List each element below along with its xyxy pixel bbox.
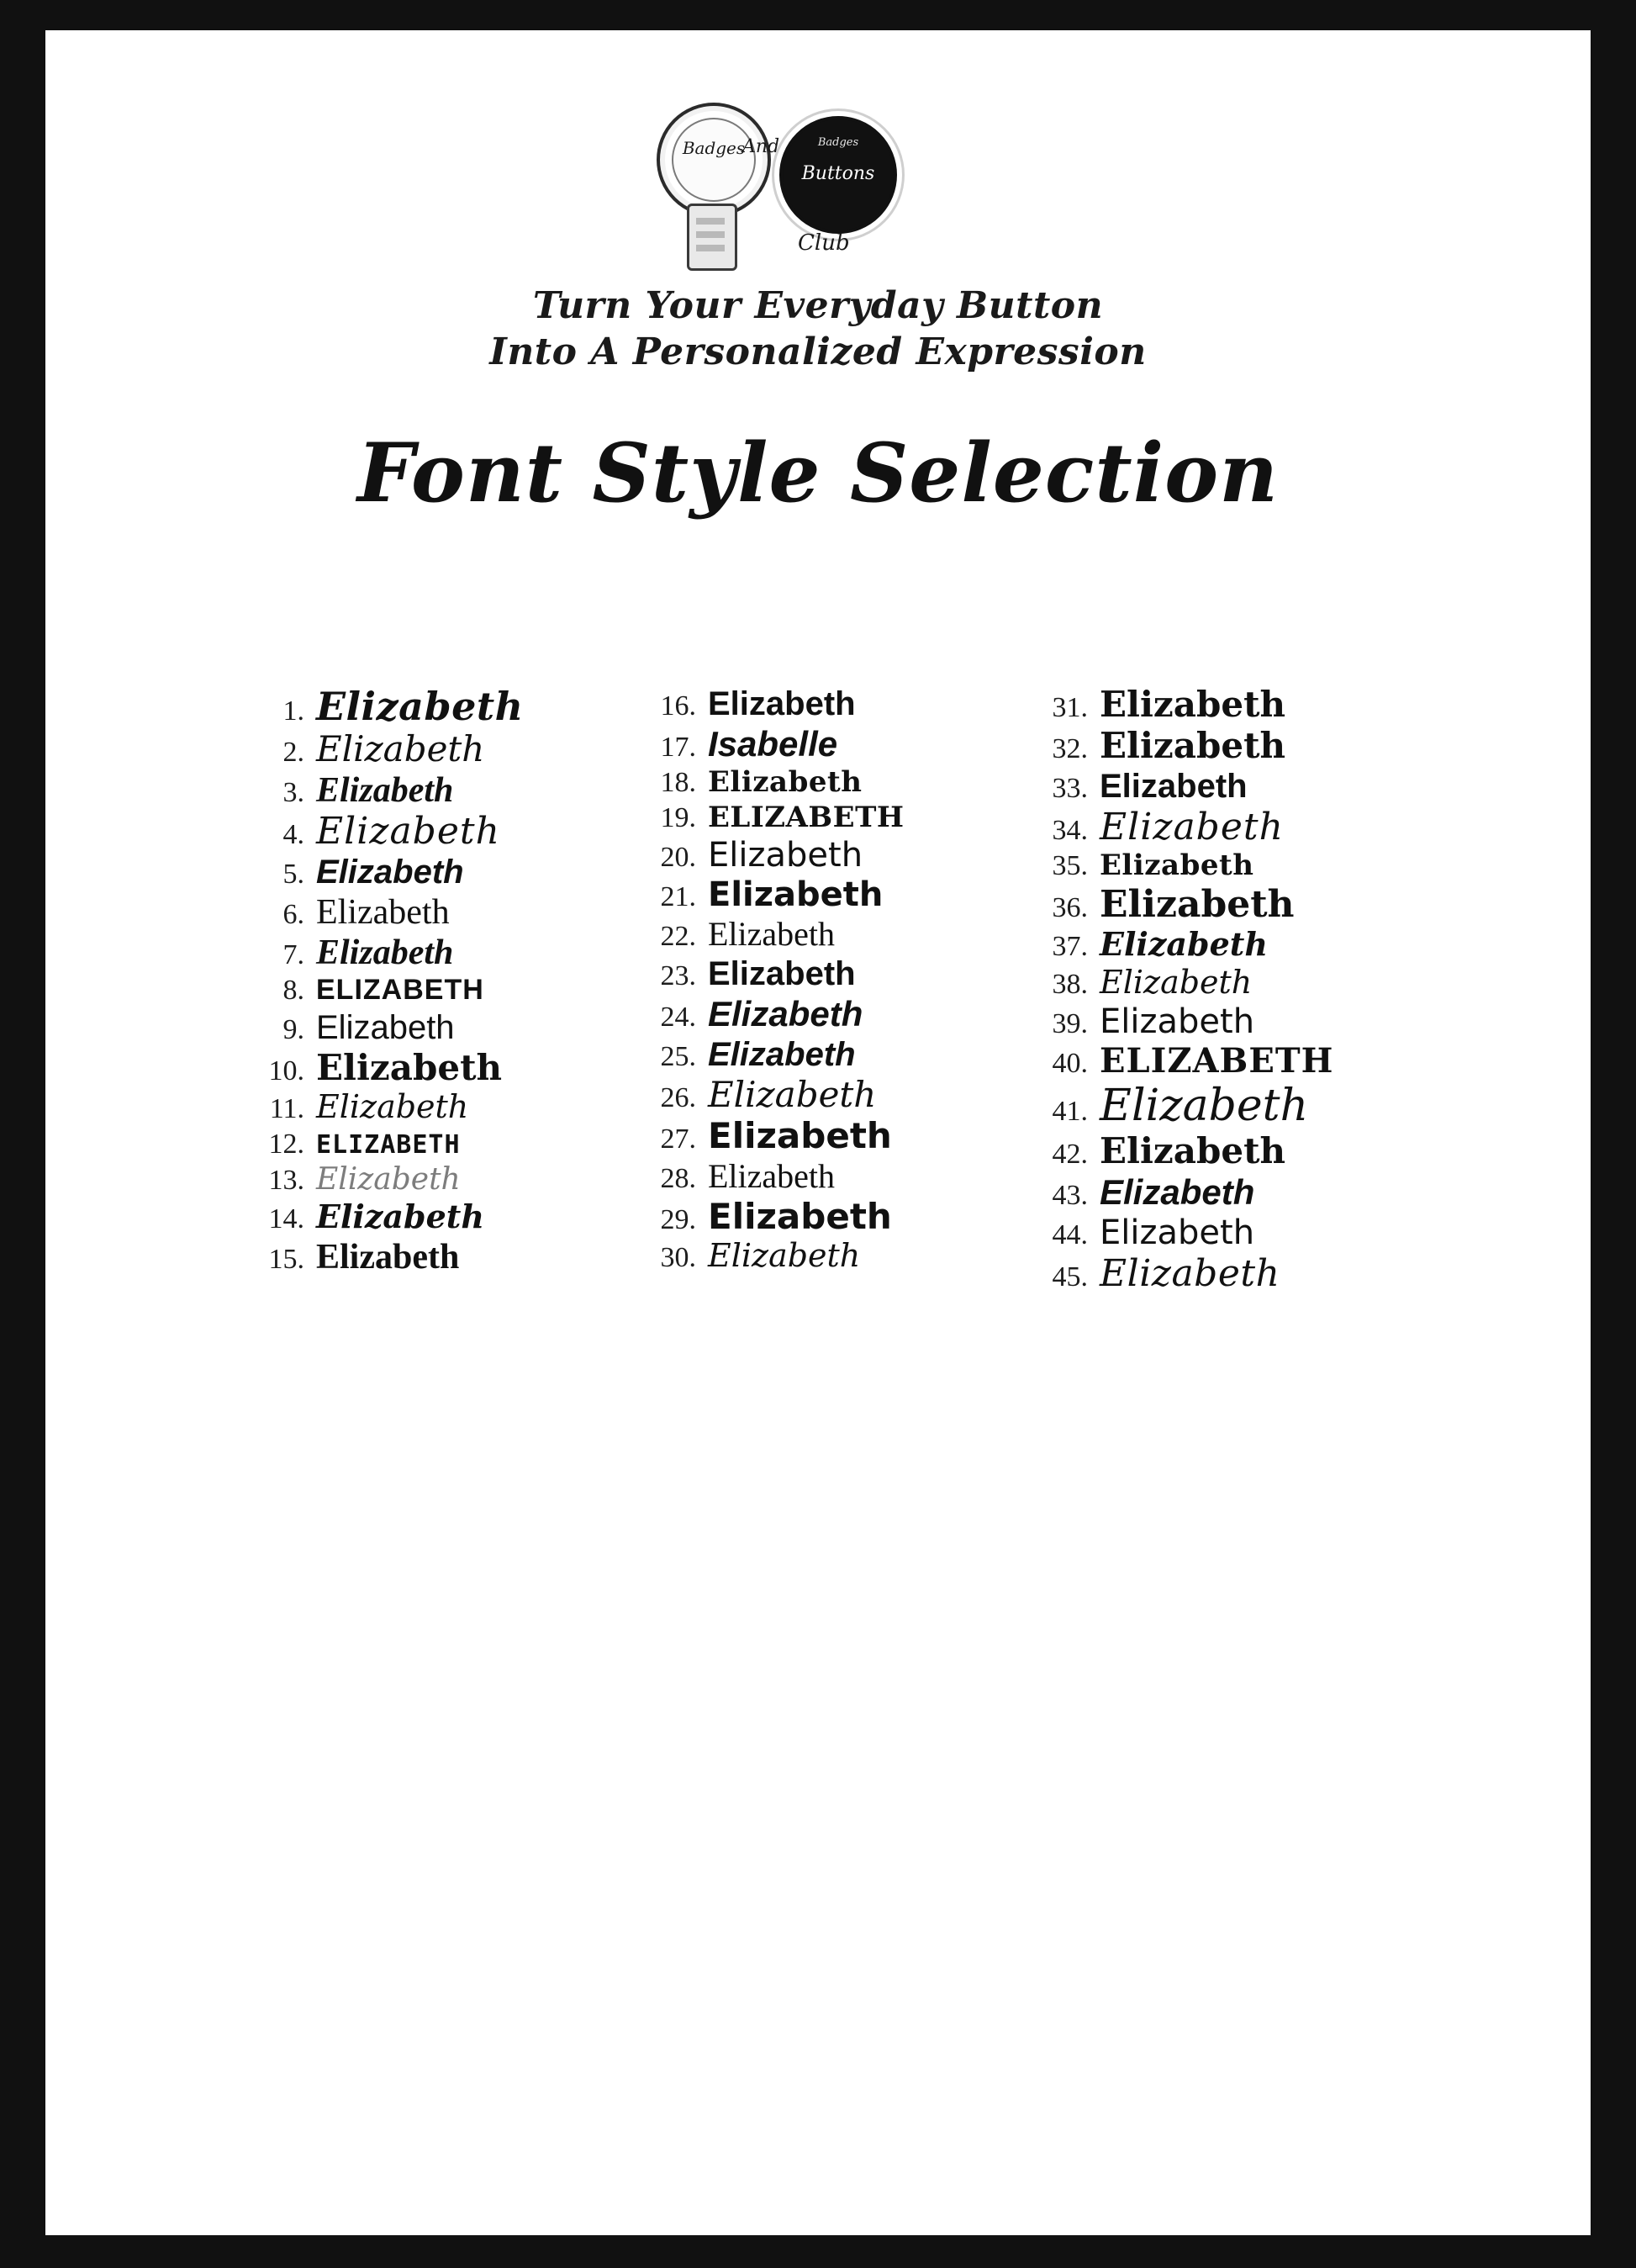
- font-list: [239, 686, 1416, 1297]
- font-option-sample: Elizabeth: [708, 955, 856, 992]
- font-option-sample: Elizabeth: [708, 1115, 892, 1156]
- font-option-number: 2.: [282, 737, 304, 768]
- font-option-sample: Elizabeth: [1100, 1171, 1255, 1212]
- font-option-row[interactable]: [1022, 727, 1414, 765]
- font-option-row[interactable]: [239, 810, 631, 854]
- font-option-row[interactable]: [239, 1010, 631, 1046]
- font-option-row[interactable]: [631, 877, 1022, 913]
- font-option-row[interactable]: [631, 767, 1022, 799]
- font-option-sample: Elizabeth: [1100, 806, 1284, 849]
- font-option-row[interactable]: [1022, 686, 1414, 724]
- badge-reel-icon: [657, 103, 771, 217]
- font-option-sample: Elizabeth: [316, 1047, 503, 1089]
- font-option-number: 17.: [660, 732, 696, 763]
- font-option-row[interactable]: [239, 1129, 631, 1160]
- font-option-row[interactable]: [239, 854, 631, 891]
- font-option-sample: Elizabeth: [1100, 1251, 1280, 1295]
- font-option-sample: ELIZABETH: [708, 801, 905, 834]
- page-title: Font Style Selection: [357, 426, 1279, 521]
- font-option-row[interactable]: [1022, 808, 1414, 847]
- font-option-number: 39.: [1052, 1008, 1088, 1040]
- font-option-sample: Elizabeth: [1100, 883, 1295, 927]
- font-option-sample: Elizabeth: [708, 1074, 877, 1115]
- font-option-sample: Elizabeth: [316, 684, 524, 729]
- font-option-row[interactable]: [239, 686, 631, 727]
- font-option-number: 35.: [1052, 850, 1088, 882]
- font-option-sample: Elizabeth: [708, 685, 856, 722]
- font-option-number: 34.: [1052, 815, 1088, 846]
- font-option-number: 12.: [268, 1129, 304, 1160]
- logo-word-buttons: Buttons: [801, 163, 875, 184]
- font-option-number: 37.: [1052, 931, 1088, 963]
- logo-word-club: Club: [798, 230, 850, 256]
- font-option-sample: Isabelle: [708, 724, 838, 764]
- font-option-sample: Elizabeth: [316, 1197, 484, 1236]
- font-option-row[interactable]: [1022, 1171, 1414, 1212]
- tagline-line-1: Turn Your Everyday Button: [532, 284, 1104, 327]
- font-option-sample: ELIZABETH: [316, 1130, 461, 1160]
- font-option-sample: Elizabeth: [1100, 684, 1286, 725]
- logo-word-badges: Badges: [682, 138, 746, 158]
- font-option-row[interactable]: [631, 1076, 1022, 1114]
- font-option-number: 44.: [1052, 1219, 1088, 1250]
- font-option-number: 31.: [1052, 692, 1088, 723]
- font-option-row[interactable]: [1022, 1251, 1414, 1295]
- font-option-sample: Elizabeth: [708, 1237, 861, 1274]
- font-option-number: 40.: [1052, 1048, 1088, 1080]
- font-option-number: 22.: [660, 921, 696, 952]
- font-option-sample: Elizabeth: [316, 728, 485, 769]
- font-option-row[interactable]: [631, 802, 1022, 834]
- font-option-row[interactable]: [631, 726, 1022, 764]
- font-option-number: 6.: [282, 899, 304, 931]
- font-column: [1022, 686, 1414, 1297]
- font-option-sample: Elizabeth: [1100, 1129, 1286, 1171]
- font-option-row[interactable]: [239, 934, 631, 971]
- font-option-sample: Elizabeth: [1100, 1002, 1255, 1042]
- font-option-number: 32.: [1052, 733, 1088, 764]
- font-option-row[interactable]: [631, 956, 1022, 992]
- font-option-row[interactable]: [239, 1049, 631, 1087]
- font-option-sample: Elizabeth: [708, 1196, 892, 1237]
- font-option-sample: Elizabeth: [316, 1088, 469, 1126]
- font-option-row[interactable]: [631, 1159, 1022, 1195]
- font-option-number: 3.: [282, 777, 304, 808]
- font-option-row[interactable]: [239, 772, 631, 809]
- font-option-sample: Elizabeth: [316, 893, 450, 933]
- font-option-number: 36.: [1052, 892, 1088, 924]
- font-option-row[interactable]: [1022, 925, 1414, 964]
- font-option-number: 33.: [1052, 773, 1088, 804]
- font-option-sample: ELIZABETH: [1100, 1041, 1334, 1081]
- font-option-number: 4.: [282, 819, 304, 851]
- font-option-number: 25.: [660, 1041, 696, 1072]
- font-option-number: 19.: [660, 802, 696, 833]
- badge-clip-icon: [687, 204, 737, 271]
- font-option-number: 27.: [660, 1123, 696, 1155]
- font-option-number: 23.: [660, 960, 696, 991]
- font-option-number: 5.: [282, 859, 304, 891]
- font-option-row[interactable]: [239, 1164, 631, 1197]
- font-option-number: 13.: [268, 1165, 304, 1197]
- font-option-sample: Elizabeth: [1100, 1081, 1309, 1132]
- font-option-row[interactable]: [239, 975, 631, 1007]
- logo-badge-small-text: Badges: [817, 136, 859, 149]
- font-option-row[interactable]: [1022, 769, 1414, 805]
- font-option-number: 43.: [1052, 1179, 1088, 1211]
- font-option-row[interactable]: [1022, 883, 1414, 927]
- font-option-sample: Elizabeth: [316, 771, 454, 810]
- font-option-number: 24.: [660, 1002, 696, 1033]
- font-option-row[interactable]: [1022, 1081, 1414, 1132]
- font-option-row[interactable]: [1022, 1129, 1414, 1171]
- font-option-sample: Elizabeth: [316, 1238, 460, 1277]
- tagline-line-2: Into A Personalized Expression: [489, 330, 1147, 373]
- font-option-sample: Elizabeth: [316, 1162, 461, 1197]
- font-option-sample: Elizabeth: [708, 875, 884, 914]
- tagline: [45, 283, 1591, 375]
- flyer-page: [45, 30, 1591, 2235]
- logo-word-and: And: [742, 136, 780, 157]
- font-option-sample: Elizabeth: [1100, 925, 1268, 964]
- font-option-row[interactable]: [1022, 1215, 1414, 1251]
- font-option-row[interactable]: [631, 1115, 1022, 1156]
- font-option-sample: Elizabeth: [708, 915, 836, 953]
- font-option-number: 16.: [660, 690, 696, 722]
- font-option-number: 38.: [1052, 969, 1088, 1001]
- font-option-row[interactable]: [1022, 1041, 1414, 1081]
- font-option-number: 9.: [282, 1014, 304, 1046]
- font-option-number: 18.: [660, 767, 696, 798]
- font-option-number: 14.: [268, 1203, 304, 1235]
- font-option-number: 29.: [660, 1204, 696, 1235]
- font-option-sample: Elizabeth: [1100, 725, 1286, 766]
- font-option-row[interactable]: [631, 1198, 1022, 1236]
- font-option-row[interactable]: [1022, 850, 1414, 882]
- font-option-sample: Elizabeth: [1100, 849, 1254, 883]
- font-option-number: 7.: [282, 939, 304, 971]
- font-option-sample: Elizabeth: [708, 1036, 856, 1073]
- font-option-row[interactable]: [631, 686, 1022, 722]
- font-option-sample: Elizabeth: [316, 854, 464, 891]
- font-option-number: 11.: [269, 1093, 304, 1125]
- font-option-row[interactable]: [631, 1237, 1022, 1274]
- font-option-number: 10.: [268, 1055, 304, 1087]
- font-option-number: 15.: [268, 1244, 304, 1276]
- font-option-sample: Elizabeth: [1100, 768, 1248, 805]
- font-option-sample: Elizabeth: [708, 836, 863, 875]
- font-option-row[interactable]: [239, 894, 631, 931]
- font-option-number: 21.: [660, 881, 696, 912]
- font-option-sample: Elizabeth: [316, 933, 454, 973]
- font-option-row[interactable]: [239, 728, 631, 769]
- font-option-number: 41.: [1052, 1096, 1088, 1128]
- font-option-sample: Elizabeth: [316, 1009, 455, 1047]
- font-option-sample: Elizabeth: [1100, 964, 1253, 1002]
- font-option-row[interactable]: [631, 838, 1022, 874]
- font-option-row[interactable]: [239, 1197, 631, 1236]
- font-column: [631, 686, 1022, 1297]
- font-option-number: 26.: [660, 1082, 696, 1113]
- font-column: [239, 686, 631, 1297]
- font-option-number: 30.: [660, 1242, 696, 1273]
- font-option-number: 8.: [282, 975, 304, 1007]
- font-option-number: 45.: [1052, 1261, 1088, 1293]
- font-option-sample: Elizabeth: [708, 765, 863, 799]
- font-option-sample: Elizabeth: [708, 994, 863, 1034]
- font-option-sample: Elizabeth: [316, 810, 500, 854]
- font-option-row[interactable]: [1022, 966, 1414, 1001]
- button-badge-icon: [779, 116, 897, 234]
- font-option-row[interactable]: [631, 917, 1022, 953]
- font-option-sample: Elizabeth: [1100, 1213, 1255, 1252]
- font-option-sample: ELIZABETH: [316, 974, 484, 1007]
- font-option-sample: Elizabeth: [708, 1157, 836, 1195]
- font-option-row[interactable]: [239, 1239, 631, 1276]
- font-option-row[interactable]: [631, 996, 1022, 1034]
- font-option-row[interactable]: [631, 1037, 1022, 1073]
- font-option-number: 1.: [282, 695, 304, 727]
- font-option-row[interactable]: [239, 1088, 631, 1126]
- brand-logo: [45, 98, 1591, 291]
- font-option-number: 28.: [660, 1163, 696, 1194]
- font-option-number: 42.: [1052, 1138, 1088, 1170]
- font-option-number: 20.: [660, 842, 696, 873]
- font-option-row[interactable]: [1022, 1004, 1414, 1040]
